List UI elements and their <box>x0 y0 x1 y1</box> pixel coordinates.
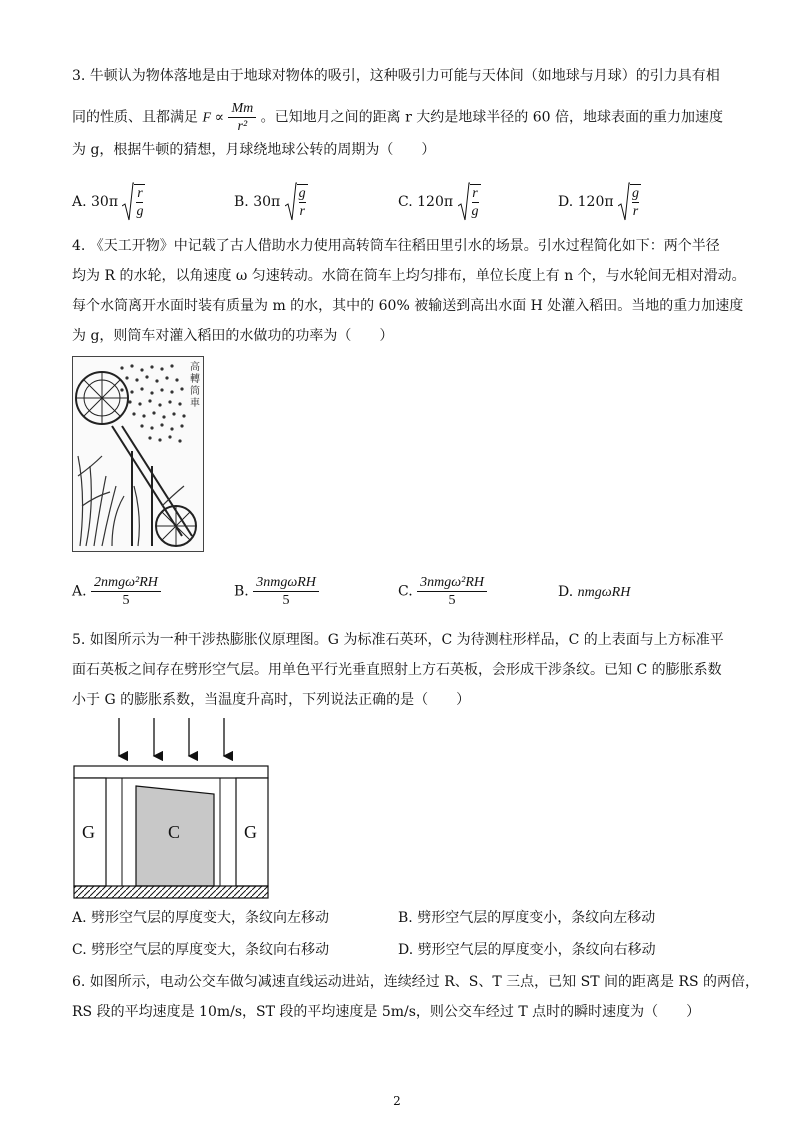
q3-option-b: B. 30π $\frac{g}{r}$ <box>234 182 308 222</box>
q3-line-2 <box>72 100 723 135</box>
q5-option-c: C. 劈形空气层的厚度变大，条纹向右移动 <box>72 942 330 958</box>
q5-option-b: B. 劈形空气层的厚度变小，条纹向左移动 <box>398 910 656 926</box>
q5-line-2: 面石英板之间存在劈形空气层。用单色平行光垂直照射上方石英板，会形成干涉条纹。已知 C 的膨胀系数 <box>72 662 722 678</box>
sqrt-expression: $\frac{g}{r}$ <box>285 182 308 222</box>
q3-formula-denominator: r² <box>237 119 248 134</box>
radical-sign-icon <box>618 182 630 222</box>
q4-option-c: C. $\frac{\text{3nmgω²RH}}{5}$ <box>398 574 487 609</box>
q4-option-b: B. $\frac{\text{3nmgωRH}}{5}$ <box>234 574 319 609</box>
q4-line-2: 均为 R 的水轮，以角速度 ω 匀速转动。水筒在筒车上均匀排布，单位长度上有 n 个，与水轮间无相对滑动。 <box>72 268 746 284</box>
q3-line-2-pre: 同的性质、且都满足 <box>72 109 198 126</box>
woodcut-caption-char: 筒 <box>190 386 200 397</box>
q4-line-3: 每个水筒离开水面时装有质量为 m 的水，其中的 60% 被输送到高出水面 H 处灌入稻田。当地的重力加速度 <box>72 298 744 314</box>
water-wheel-woodcut-illustration <box>72 356 204 552</box>
q3-formula-fraction <box>228 100 256 135</box>
incident-light-arrows <box>119 718 224 756</box>
q5-line-3: 小于 G 的膨胀系数，当温度升高时，下列说法正确的是（ ） <box>72 692 471 708</box>
q3-line-3: 为 g，根据牛顿的猜想，月球绕地球公转的周期为（ ） <box>72 142 436 158</box>
woodcut-caption-char: 高 <box>190 362 200 373</box>
label-g-left: G <box>82 822 95 842</box>
base <box>74 886 268 898</box>
q5-option-d: D. 劈形空气层的厚度变小，条纹向右移动 <box>398 942 656 958</box>
q3-line-2-post: 。已知地月之间的距离 r 大约是地球半径的 60 倍，地球表面的重力加速度 <box>260 109 723 126</box>
q4-line-1: 4. 《天工开物》中记载了古人借助水力使用高转筒车往稻田里引水的场景。引水过程简化如下：两个半径 <box>72 238 720 254</box>
q6-line-2: RS 段的平均速度是 10m/s，ST 段的平均速度是 5m/s，则公交车经过 T 点时的瞬时速度为（ ） <box>72 1004 701 1020</box>
dilatometer-diagram <box>72 716 272 900</box>
q3-line-1: 3. 牛顿认为物体落地是由于地球对物体的吸引，这种吸引力可能与天体间（如地球与月球）的引力具有相 <box>72 68 720 84</box>
q5-line-1: 5. 如图所示为一种干涉热膨胀仪原理图。G 为标准石英环，C 为待测柱形样品，C 的上表面与上方标准平 <box>72 632 724 648</box>
q5-option-a: A. 劈形空气层的厚度变大，条纹向左移动 <box>72 910 330 926</box>
q3-formula-F: F ∝ <box>202 110 224 126</box>
q3-formula-numerator: Mm <box>228 100 256 118</box>
sqrt-expression: $\frac{g}{r}$ <box>618 182 641 222</box>
q4-option-d: D. nmgωRH <box>558 584 631 600</box>
woodcut-caption-char: 轉 <box>190 374 200 385</box>
sqrt-expression: $\frac{r}{g}$ <box>458 182 481 222</box>
radical-sign-icon <box>458 182 470 222</box>
q4-line-4: 为 g，则筒车对灌入稻田的水做功的功率为（ ） <box>72 328 394 344</box>
q3-option-c: C. 120π $\frac{r}{g}$ <box>398 182 481 222</box>
q4-option-a: A. $\frac{\text{2nmgω²RH}}{5}$ <box>72 574 161 609</box>
label-c: C <box>168 822 181 842</box>
woodcut-caption-char: 車 <box>190 398 200 409</box>
radical-sign-icon <box>122 182 134 222</box>
q6-line-1: 6. 如图所示，电动公交车做匀减速直线运动进站，连续经过 R、S、T 三点，已知 ST 间的距离是 RS 的两倍， <box>72 974 760 990</box>
page-number: 2 <box>393 1094 401 1108</box>
label-g-right: G <box>244 822 257 842</box>
quartz-plate <box>74 766 268 778</box>
q3-option-a: A. 30π $\frac{r}{g}$ <box>72 182 145 222</box>
sqrt-expression: $\frac{r}{g}$ <box>122 182 145 222</box>
radical-sign-icon <box>285 182 297 222</box>
q3-option-d: D. 120π $\frac{g}{r}$ <box>558 182 641 222</box>
